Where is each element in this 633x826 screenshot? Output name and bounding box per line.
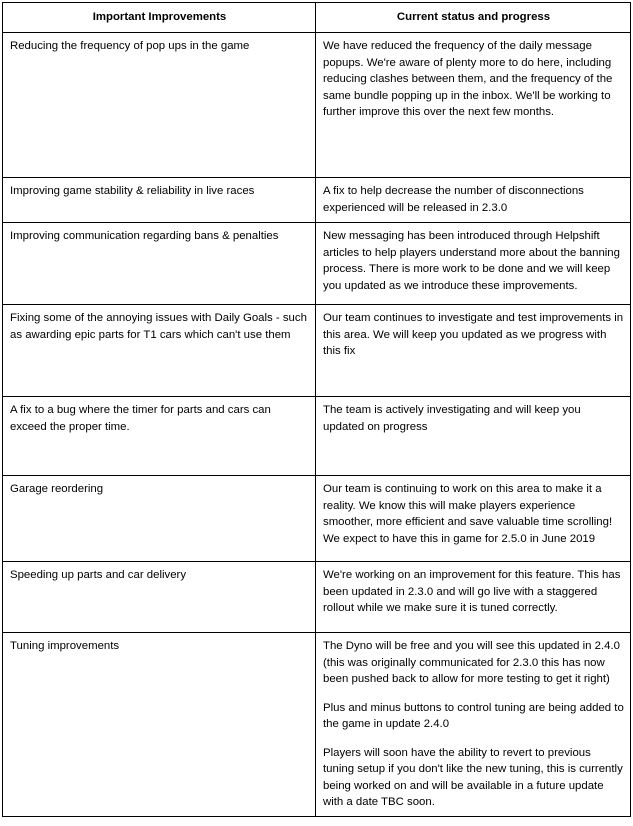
status-paragraph: We have reduced the frequency of the daily message popups. We're aware of plenty more to do here, including reducing clashes between them, and the frequency of the same bundle popping up in the inbox. We'll be working to further improve this over the next few months. [323,40,613,118]
table-row [3,223,631,305]
status-cell [316,633,631,817]
table-row [3,476,631,562]
status-cell [316,562,631,633]
status-paragraph: The team is actively investigating and will keep you updated on progress [323,404,581,433]
improvement-cell: Speeding up parts and car delivery [3,562,316,633]
status-paragraph: Players will soon have the ability to revert to previous tuning setup if you don't like the new tuning, this is currently being worked on and will be available in a future update with a date TBC soon. [323,746,623,808]
status-cell [316,476,631,562]
status-paragraph: New messaging has been introduced through Helpshift articles to help players understand more about the banning process. There is more work to be done and we will keep you updated as we introduce these improvements. [323,230,620,292]
status-cell [316,33,631,178]
improvement-cell: Improving game stability & reliability in live races [3,178,316,223]
status-cell [316,178,631,223]
improvement-cell: Tuning improvements [3,633,316,817]
table-row [3,305,631,397]
status-paragraph: Our team continues to investigate and test improvements in this area. We will keep you updated as we progress with this fix [323,312,624,357]
status-cell [316,397,631,476]
improvement-cell: Garage reordering [3,476,316,562]
improvement-cell: Fixing some of the annoying issues with Daily Goals - such as awarding epic parts for T1 cars which can't use them [3,305,316,397]
status-paragraph: We're working on an improvement for this feature. This has been updated in 2.3.0 and will go live with a staggered rollout while we make sure it is tuned correctly. [323,569,621,614]
header-row [3,3,631,33]
improvement-cell: Reducing the frequency of pop ups in the game [3,33,316,178]
status-cell [316,223,631,305]
column-header-improvements: Important Improvements [3,3,316,33]
status-paragraph: The Dyno will be free and you will see this updated in 2.4.0 (this was originally communicated for 2.3.0 this has now been pushed back to allow for more testing to get it right) [323,640,620,685]
column-header-status: Current status and progress [316,3,631,33]
status-paragraph: Our team is continuing to work on this area to make it a reality. We know this will make players experience smoother, more efficient and save valuable time scrolling! We expect to have this in game for 2.5.0 in June 2019 [323,483,613,545]
improvement-cell: A fix to a bug where the timer for parts and cars can exceed the proper time. [3,397,316,476]
table-row [3,633,631,817]
improvements-table [2,2,631,817]
improvement-cell: Improving communication regarding bans & penalties [3,223,316,305]
table-row [3,178,631,223]
table-row [3,33,631,178]
table-row [3,397,631,476]
status-paragraph: A fix to help decrease the number of disconnections experienced will be released in 2.3.0 [323,185,584,214]
status-paragraph: Plus and minus buttons to control tuning are being added to the game in update 2.4.0 [323,701,624,730]
status-cell [316,305,631,397]
table-row [3,562,631,633]
